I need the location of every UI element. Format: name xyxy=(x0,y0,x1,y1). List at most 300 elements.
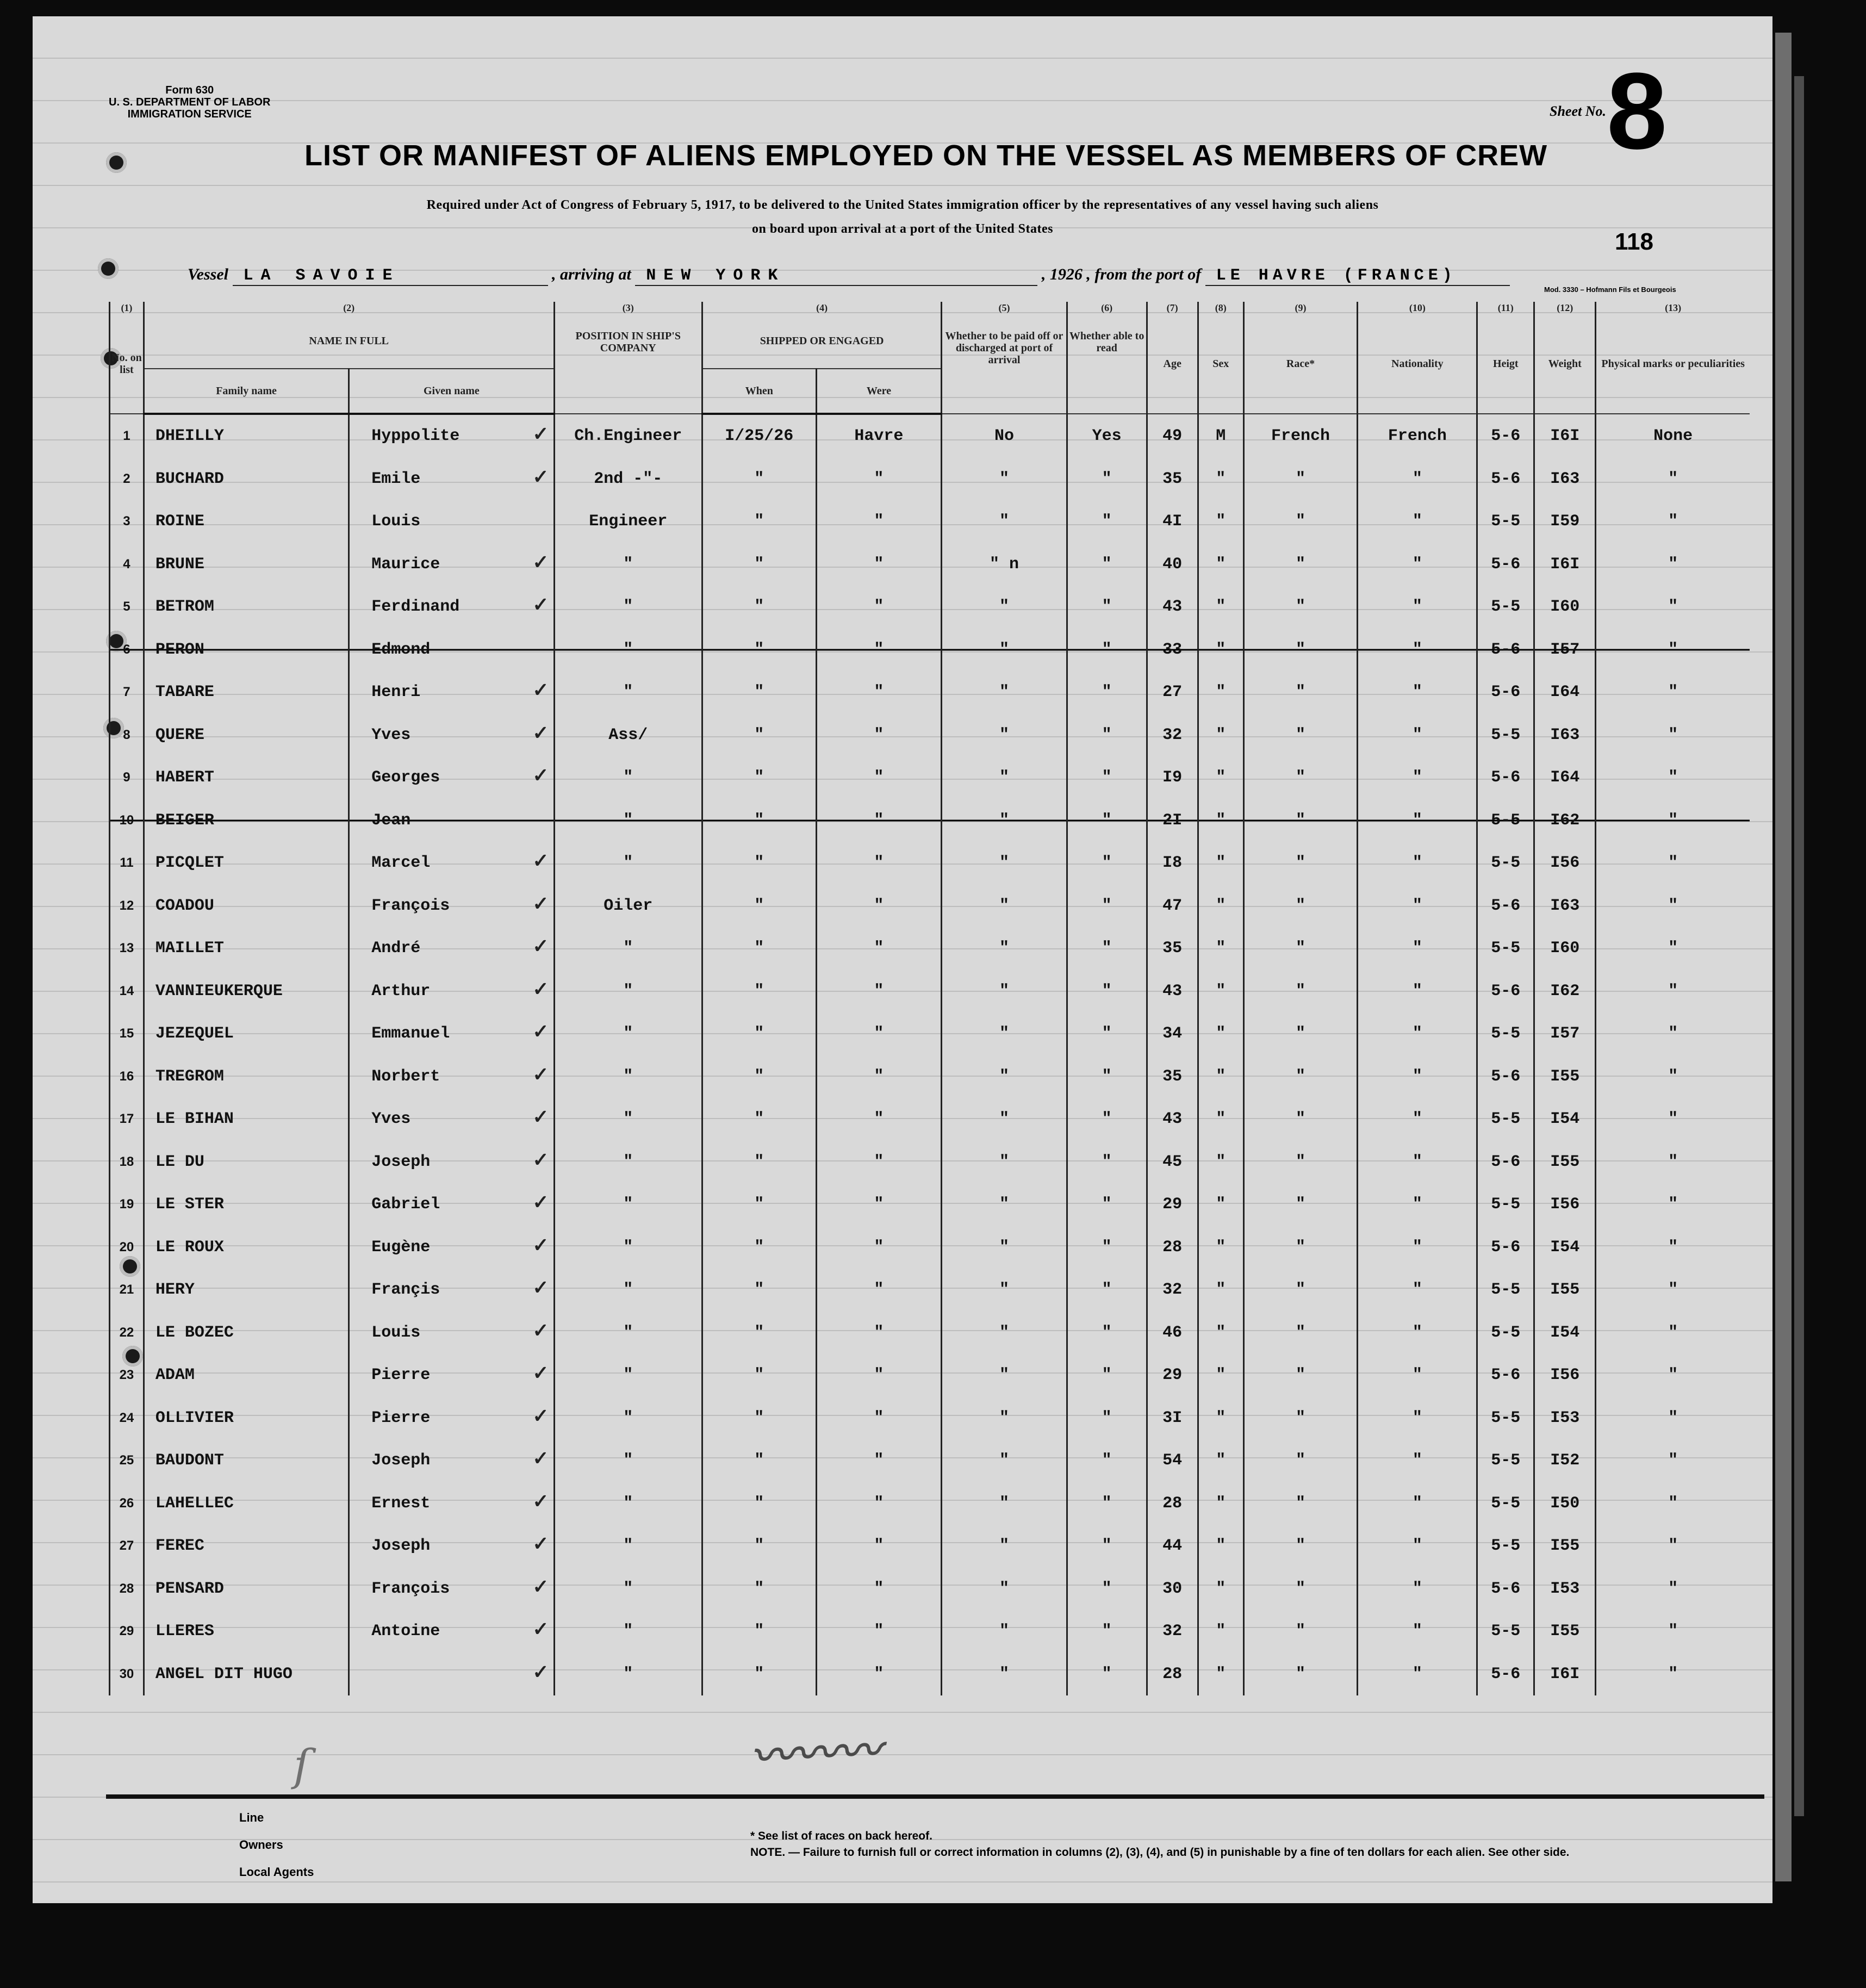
row-number-cell: 13 xyxy=(110,927,144,970)
paid-off-cell: " xyxy=(942,885,1067,928)
row-number-cell: 6 xyxy=(110,629,144,672)
table-row xyxy=(110,500,1750,543)
check-mark: ✓ xyxy=(532,594,549,616)
age-cell: 33 xyxy=(1147,629,1198,672)
position-cell: " xyxy=(554,1269,702,1312)
table-row xyxy=(110,1354,1750,1397)
given-name-cell: Henri ✓ xyxy=(349,671,554,714)
table-row xyxy=(110,885,1750,928)
shipped-when-cell: " xyxy=(702,1183,817,1226)
physical-marks-cell: " xyxy=(1596,1610,1750,1653)
weight-cell: I6I xyxy=(1534,543,1596,586)
col-number-7: (7) xyxy=(1147,302,1198,314)
shipped-when-cell: " xyxy=(702,458,817,501)
race-cell: " xyxy=(1243,1012,1358,1055)
height-cell: 5-5 xyxy=(1477,1397,1534,1440)
check-mark: ✓ xyxy=(532,1490,549,1512)
family-name-cell: HERY xyxy=(144,1269,349,1312)
sex-cell: " xyxy=(1198,799,1243,842)
physical-marks-cell: " xyxy=(1596,500,1750,543)
family-name-cell: PICQLET xyxy=(144,842,349,885)
race-cell: " xyxy=(1243,1568,1358,1611)
height-cell: 5-6 xyxy=(1477,1141,1534,1184)
weight-cell: I6I xyxy=(1534,1653,1596,1696)
form-identifier xyxy=(109,84,270,120)
sex-cell: " xyxy=(1198,671,1243,714)
given-name-cell: François ✓ xyxy=(349,1568,554,1611)
sex-cell: " xyxy=(1198,1610,1243,1653)
given-name-cell: Antoine ✓ xyxy=(349,1610,554,1653)
nationality-cell: " xyxy=(1358,1055,1477,1098)
weight-cell: I55 xyxy=(1534,1610,1596,1653)
family-name-cell: ANGEL DIT HUGO xyxy=(144,1653,349,1696)
footer-line-label: Line xyxy=(239,1811,264,1824)
header-where: Were xyxy=(816,369,942,414)
height-cell: 5-6 xyxy=(1477,1226,1534,1269)
given-name-cell: Joseph ✓ xyxy=(349,1141,554,1184)
given-name-cell: Yves ✓ xyxy=(349,1098,554,1141)
physical-marks-cell: " xyxy=(1596,1055,1750,1098)
position-cell: Ch.Engineer xyxy=(554,414,702,458)
given-name-cell xyxy=(349,1653,554,1696)
header-when: When xyxy=(702,369,817,414)
shipped-where-cell: " xyxy=(816,1439,942,1482)
physical-marks-cell: " xyxy=(1596,1226,1750,1269)
weight-cell: I52 xyxy=(1534,1439,1596,1482)
family-name-cell: COADOU xyxy=(144,885,349,928)
paid-off-cell: " xyxy=(942,1012,1067,1055)
physical-marks-cell: " xyxy=(1596,799,1750,842)
race-cell: " xyxy=(1243,629,1358,672)
shipped-where-cell: " xyxy=(816,1269,942,1312)
height-cell: 5-5 xyxy=(1477,1312,1534,1355)
position-cell: " xyxy=(554,1226,702,1269)
from-label: , from the port of xyxy=(1086,265,1202,283)
table-row xyxy=(110,1482,1750,1525)
shipped-when-cell: " xyxy=(702,1439,817,1482)
table-row xyxy=(110,1226,1750,1269)
sex-cell: " xyxy=(1198,586,1243,629)
nationality-cell: " xyxy=(1358,500,1477,543)
shipped-where-cell: " xyxy=(816,1141,942,1184)
footer-agents-label: Local Agents xyxy=(239,1865,314,1879)
age-cell: 40 xyxy=(1147,543,1198,586)
position-cell: 2nd -"- xyxy=(554,458,702,501)
position-cell: " xyxy=(554,543,702,586)
sex-cell: " xyxy=(1198,842,1243,885)
table-row xyxy=(110,1653,1750,1696)
weight-cell: I60 xyxy=(1534,927,1596,970)
race-cell: " xyxy=(1243,1183,1358,1226)
race-cell: " xyxy=(1243,885,1358,928)
check-mark: ✓ xyxy=(532,423,549,445)
sex-cell: " xyxy=(1198,500,1243,543)
sheet-number: 8 xyxy=(1607,51,1668,172)
subtitle-line-2: on board upon arrival at a port of the United States xyxy=(751,222,1053,236)
sex-cell: " xyxy=(1198,1354,1243,1397)
sex-cell: " xyxy=(1198,885,1243,928)
col-number-5: (5) xyxy=(942,302,1067,314)
shipped-when-cell: " xyxy=(702,714,817,757)
weight-cell: I55 xyxy=(1534,1141,1596,1184)
physical-marks-cell: " xyxy=(1596,1439,1750,1482)
able-to-read-cell: " xyxy=(1067,1141,1147,1184)
crew-rows xyxy=(110,414,1750,1695)
header-physical-marks: Physical marks or peculiarities xyxy=(1596,314,1750,414)
shipped-where-cell: " xyxy=(816,1055,942,1098)
height-cell: 5-6 xyxy=(1477,1055,1534,1098)
row-number-cell: 25 xyxy=(110,1439,144,1482)
physical-marks-cell: " xyxy=(1596,1397,1750,1440)
nationality-cell: " xyxy=(1358,1226,1477,1269)
arrival-port: NEW YORK xyxy=(635,266,1037,286)
table-row xyxy=(110,1141,1750,1184)
weight-cell: I56 xyxy=(1534,1183,1596,1226)
race-cell: " xyxy=(1243,1141,1358,1184)
header-able-to-read: Whether able to read xyxy=(1067,314,1147,414)
vessel-line xyxy=(188,265,1688,286)
row-number-cell: 7 xyxy=(110,671,144,714)
paid-off-cell: " xyxy=(942,1653,1067,1696)
paid-off-cell: " xyxy=(942,1055,1067,1098)
table-row xyxy=(110,714,1750,757)
nationality-cell: " xyxy=(1358,799,1477,842)
row-number-cell: 5 xyxy=(110,586,144,629)
able-to-read-cell: " xyxy=(1067,1568,1147,1611)
height-cell: 5-6 xyxy=(1477,543,1534,586)
subtitle xyxy=(185,193,1620,241)
race-cell: " xyxy=(1243,671,1358,714)
physical-marks-cell: " xyxy=(1596,1269,1750,1312)
physical-marks-cell: " xyxy=(1596,1354,1750,1397)
race-cell: French xyxy=(1243,414,1358,458)
able-to-read-cell: " xyxy=(1067,885,1147,928)
shipped-when-cell: " xyxy=(702,1397,817,1440)
race-cell: " xyxy=(1243,1098,1358,1141)
physical-marks-cell: " xyxy=(1596,756,1750,799)
paid-off-cell: " xyxy=(942,1354,1067,1397)
race-cell: " xyxy=(1243,756,1358,799)
shipped-when-cell: " xyxy=(702,1312,817,1355)
check-mark: ✓ xyxy=(532,1661,549,1683)
shipped-where-cell: " xyxy=(816,586,942,629)
race-cell: " xyxy=(1243,586,1358,629)
nationality-cell: " xyxy=(1358,714,1477,757)
height-cell: 5-5 xyxy=(1477,842,1534,885)
able-to-read-cell: " xyxy=(1067,927,1147,970)
paid-off-cell: " xyxy=(942,586,1067,629)
able-to-read-cell: " xyxy=(1067,756,1147,799)
nationality-cell: " xyxy=(1358,756,1477,799)
weight-cell: I63 xyxy=(1534,885,1596,928)
check-mark: ✓ xyxy=(532,1362,549,1384)
shipped-where-cell: " xyxy=(816,714,942,757)
sex-cell: " xyxy=(1198,1226,1243,1269)
header-no-on-list: No. on list xyxy=(110,314,144,414)
bottom-rule xyxy=(106,1794,1764,1799)
given-name-cell: Yves ✓ xyxy=(349,714,554,757)
sex-cell: " xyxy=(1198,543,1243,586)
col-number-12: (12) xyxy=(1534,302,1596,314)
height-cell: 5-5 xyxy=(1477,1183,1534,1226)
sex-cell: " xyxy=(1198,1012,1243,1055)
weight-cell: I50 xyxy=(1534,1482,1596,1525)
check-mark: ✓ xyxy=(532,1405,549,1427)
given-name-cell: Louis xyxy=(349,500,554,543)
sex-cell: " xyxy=(1198,714,1243,757)
row-number-cell: 17 xyxy=(110,1098,144,1141)
age-cell: 3I xyxy=(1147,1397,1198,1440)
punch-hole xyxy=(106,152,127,173)
check-mark: ✓ xyxy=(532,935,549,957)
paid-off-cell: " xyxy=(942,671,1067,714)
weight-cell: I55 xyxy=(1534,1269,1596,1312)
family-name-cell: TABARE xyxy=(144,671,349,714)
check-mark: ✓ xyxy=(532,1618,549,1640)
shipped-where-cell: " xyxy=(816,458,942,501)
nationality-cell: " xyxy=(1358,586,1477,629)
vessel-label: Vessel xyxy=(188,265,228,283)
shipped-where-cell: " xyxy=(816,543,942,586)
shipped-where-cell: " xyxy=(816,1482,942,1525)
given-name-cell: Joseph ✓ xyxy=(349,1439,554,1482)
shipped-when-cell: " xyxy=(702,1269,817,1312)
sex-cell: " xyxy=(1198,1397,1243,1440)
note-text: — Failure to furnish full or correct information in columns (2), (3), (4), and (5) in punishable by a fine of ten dollars for each alien. See other side. xyxy=(788,1846,1570,1859)
physical-marks-cell: " xyxy=(1596,1312,1750,1355)
weight-cell: I62 xyxy=(1534,799,1596,842)
height-cell: 5-6 xyxy=(1477,1354,1534,1397)
nationality-cell: " xyxy=(1358,842,1477,885)
height-cell: 5-5 xyxy=(1477,1525,1534,1568)
check-mark: ✓ xyxy=(532,551,549,573)
family-name-cell: HABERT xyxy=(144,756,349,799)
position-cell: " xyxy=(554,756,702,799)
table-row xyxy=(110,629,1750,672)
row-number-cell: 22 xyxy=(110,1312,144,1355)
row-number-cell: 29 xyxy=(110,1610,144,1653)
given-name-cell: Ferdinand ✓ xyxy=(349,586,554,629)
col-number-13: (13) xyxy=(1596,302,1750,314)
col-number-9: (9) xyxy=(1243,302,1358,314)
position-cell: " xyxy=(554,927,702,970)
nationality-cell: " xyxy=(1358,1354,1477,1397)
subtitle-line-1: Required under Act of Congress of February 5, 1917, to be delivered to the United States immigration officer by the representatives of any vessel having such aliens xyxy=(426,198,1379,212)
height-cell: 5-6 xyxy=(1477,1568,1534,1611)
shipped-when-cell: " xyxy=(702,1012,817,1055)
given-name-cell: Norbert ✓ xyxy=(349,1055,554,1098)
table-row xyxy=(110,842,1750,885)
position-cell: " xyxy=(554,1098,702,1141)
age-cell: 29 xyxy=(1147,1354,1198,1397)
given-name-cell: François ✓ xyxy=(349,885,554,928)
shipped-when-cell: " xyxy=(702,1525,817,1568)
physical-marks-cell: " xyxy=(1596,1183,1750,1226)
row-number-cell: 24 xyxy=(110,1397,144,1440)
able-to-read-cell: " xyxy=(1067,1610,1147,1653)
table-row xyxy=(110,1610,1750,1653)
family-name-cell: LAHELLEC xyxy=(144,1482,349,1525)
race-cell: " xyxy=(1243,1354,1358,1397)
paid-off-cell: " xyxy=(942,756,1067,799)
shipped-where-cell: " xyxy=(816,1653,942,1696)
paid-off-cell: " xyxy=(942,1525,1067,1568)
paid-off-cell: " xyxy=(942,458,1067,501)
arriving-label: , arriving at xyxy=(552,265,631,283)
nationality-cell: " xyxy=(1358,1183,1477,1226)
age-cell: 32 xyxy=(1147,1269,1198,1312)
nationality-cell: " xyxy=(1358,1525,1477,1568)
age-cell: 28 xyxy=(1147,1653,1198,1696)
nationality-cell: " xyxy=(1358,1482,1477,1525)
shipped-when-cell: " xyxy=(702,629,817,672)
col-number-3: (3) xyxy=(554,302,702,314)
sex-cell: " xyxy=(1198,1482,1243,1525)
penalty-note xyxy=(750,1846,1570,1859)
family-name-cell: BETROM xyxy=(144,586,349,629)
sex-cell: " xyxy=(1198,1568,1243,1611)
col-number-2: (2) xyxy=(144,302,554,314)
header-shipped-engaged: SHIPPED OR ENGAGED xyxy=(702,314,942,369)
age-cell: 35 xyxy=(1147,458,1198,501)
paid-off-cell: " xyxy=(942,1312,1067,1355)
able-to-read-cell: " xyxy=(1067,1098,1147,1141)
able-to-read-cell: " xyxy=(1067,1653,1147,1696)
shipped-where-cell: Havre xyxy=(816,414,942,458)
paid-off-cell: " xyxy=(942,842,1067,885)
check-mark: ✓ xyxy=(532,1319,549,1341)
shipped-when-cell: " xyxy=(702,1055,817,1098)
sex-cell: " xyxy=(1198,1055,1243,1098)
table-row xyxy=(110,1312,1750,1355)
nationality-cell: French xyxy=(1358,414,1477,458)
table-row xyxy=(110,671,1750,714)
race-cell: " xyxy=(1243,1226,1358,1269)
row-number-cell: 10 xyxy=(110,799,144,842)
vessel-name: LA SAVOIE xyxy=(233,266,548,286)
footer-owners-label: Owners xyxy=(239,1838,283,1852)
family-name-cell: BEIGER xyxy=(144,799,349,842)
physical-marks-cell: " xyxy=(1596,586,1750,629)
shipped-where-cell: " xyxy=(816,1525,942,1568)
given-name-cell: Georges ✓ xyxy=(349,756,554,799)
able-to-read-cell: " xyxy=(1067,629,1147,672)
row-number-cell: 15 xyxy=(110,1012,144,1055)
shipped-when-cell: " xyxy=(702,885,817,928)
given-name-cell: Eugène ✓ xyxy=(349,1226,554,1269)
shipped-when-cell: " xyxy=(702,1141,817,1184)
height-cell: 5-6 xyxy=(1477,629,1534,672)
position-cell: " xyxy=(554,970,702,1013)
position-cell: " xyxy=(554,671,702,714)
table-row xyxy=(110,1397,1750,1440)
able-to-read-cell: Yes xyxy=(1067,414,1147,458)
given-name-cell: Ernest ✓ xyxy=(349,1482,554,1525)
nationality-cell: " xyxy=(1358,1141,1477,1184)
check-mark: ✓ xyxy=(532,1533,549,1555)
able-to-read-cell: " xyxy=(1067,500,1147,543)
sex-cell: " xyxy=(1198,1269,1243,1312)
table-row xyxy=(110,1439,1750,1482)
shipped-when-cell: " xyxy=(702,671,817,714)
physical-marks-cell: " xyxy=(1596,842,1750,885)
physical-marks-cell: " xyxy=(1596,1568,1750,1611)
weight-cell: I57 xyxy=(1534,1012,1596,1055)
height-cell: 5-5 xyxy=(1477,500,1534,543)
age-cell: 35 xyxy=(1147,927,1198,970)
shipped-where-cell: " xyxy=(816,1610,942,1653)
family-name-cell: TREGROM xyxy=(144,1055,349,1098)
weight-cell: I64 xyxy=(1534,671,1596,714)
position-cell: " xyxy=(554,1568,702,1611)
row-number-cell: 12 xyxy=(110,885,144,928)
shipped-when-cell: " xyxy=(702,1354,817,1397)
shipped-when-cell: " xyxy=(702,1610,817,1653)
shipped-where-cell: " xyxy=(816,1354,942,1397)
position-cell: Ass/ xyxy=(554,714,702,757)
given-name-cell: Emile ✓ xyxy=(349,458,554,501)
position-cell: " xyxy=(554,629,702,672)
check-mark: ✓ xyxy=(532,1447,549,1469)
nationality-cell: " xyxy=(1358,629,1477,672)
shipped-when-cell: I/25/26 xyxy=(702,414,817,458)
shipped-where-cell: " xyxy=(816,756,942,799)
height-cell: 5-5 xyxy=(1477,1610,1534,1653)
shipped-when-cell: " xyxy=(702,1098,817,1141)
weight-cell: I63 xyxy=(1534,458,1596,501)
table-row xyxy=(110,970,1750,1013)
departure-port: LE HAVRE (FRANCE) xyxy=(1205,266,1510,286)
able-to-read-cell: " xyxy=(1067,671,1147,714)
age-cell: 54 xyxy=(1147,1439,1198,1482)
shipped-where-cell: " xyxy=(816,671,942,714)
header-paid-off: Whether to be paid off or discharged at port of arrival xyxy=(942,314,1067,414)
position-cell: " xyxy=(554,1653,702,1696)
position-cell: " xyxy=(554,1055,702,1098)
weight-cell: I64 xyxy=(1534,756,1596,799)
row-number-cell: 28 xyxy=(110,1568,144,1611)
weight-cell: I56 xyxy=(1534,1354,1596,1397)
shipped-where-cell: " xyxy=(816,1183,942,1226)
paid-off-cell: " xyxy=(942,714,1067,757)
shipped-where-cell: " xyxy=(816,970,942,1013)
row-number-cell: 3 xyxy=(110,500,144,543)
col-number-4: (4) xyxy=(702,302,942,314)
age-cell: 30 xyxy=(1147,1568,1198,1611)
position-cell: " xyxy=(554,1610,702,1653)
shipped-when-cell: " xyxy=(702,842,817,885)
shipped-when-cell: " xyxy=(702,970,817,1013)
officer-signature: 〰〰〰 xyxy=(749,1724,882,1782)
col-number-6: (6) xyxy=(1067,302,1147,314)
sex-cell: " xyxy=(1198,970,1243,1013)
family-name-cell: JEZEQUEL xyxy=(144,1012,349,1055)
sex-cell: " xyxy=(1198,458,1243,501)
shipped-when-cell: " xyxy=(702,543,817,586)
shipped-where-cell: " xyxy=(816,799,942,842)
sex-cell: " xyxy=(1198,1312,1243,1355)
physical-marks-cell: " xyxy=(1596,885,1750,928)
race-cell: " xyxy=(1243,927,1358,970)
given-name-cell: Jean xyxy=(349,799,554,842)
height-cell: 5-5 xyxy=(1477,714,1534,757)
paid-off-cell: " xyxy=(942,1226,1067,1269)
sex-cell: " xyxy=(1198,1183,1243,1226)
table-row xyxy=(110,756,1750,799)
position-cell: " xyxy=(554,799,702,842)
paid-off-cell: " xyxy=(942,1568,1067,1611)
row-number-cell: 20 xyxy=(110,1226,144,1269)
